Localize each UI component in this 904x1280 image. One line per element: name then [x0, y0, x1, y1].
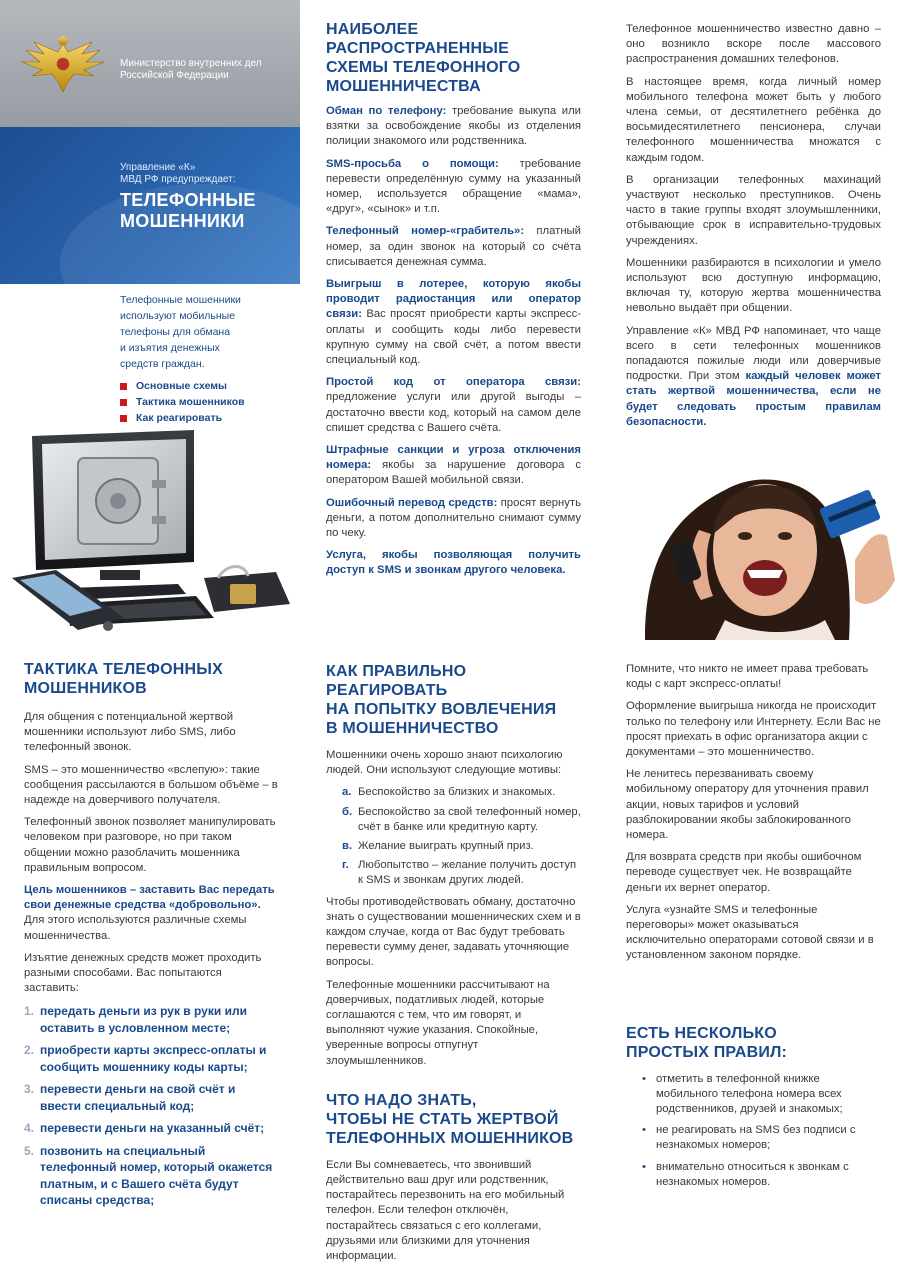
contents-item: Тактика мошенников: [120, 394, 245, 410]
paragraph: Изъятие денежных средств может проходить разными способами. Вас попытаются заставить:: [24, 951, 262, 995]
paragraph: Услуга «узнайте SMS и телефонные переговоры» может оказываться исключительно операторами сотовой связи и в установленном законом порядке.: [626, 903, 874, 962]
rules-list: [626, 1072, 881, 1190]
paragraph: Для возврата средств при якобы ошибочном переводе существует чек. Не возвращайте деньги их вернет оператор.: [626, 851, 862, 894]
schemes-section: [326, 20, 581, 586]
schemes-heading: НАИБОЛЕЕ РАСПРОСТРАНЕННЫЕ СХЕМЫ ТЕЛЕФОННОГО МОШЕННИЧЕСТВА: [326, 21, 521, 95]
paragraph: Телефонный звонок позволяет манипулировать человеком при разговоре, но при таком общении можно разоблачить мошенника правильным вопросом.: [24, 816, 276, 874]
intro-article: [626, 22, 881, 437]
advice-section: [626, 662, 881, 1196]
paragraph: Для общения с потенциальной жертвой мошенники используют либо SMS, либо телефонный звонок.: [24, 711, 236, 754]
list-item: 1. передать деньги из рук в руки или оставить в условленном месте;: [24, 1004, 247, 1035]
scheme-item: Простой код от оператора связи: предложение услуги или другой выгоды – достаточно ввести код, который на самом деле спишет средства с Вашего счёта.: [326, 376, 581, 434]
contents-item: Основные схемы: [120, 378, 245, 394]
tactics-section: [24, 660, 279, 1215]
coercion-list: [24, 1003, 279, 1209]
double-headed-eagle-emblem-icon: [14, 36, 112, 98]
list-item: 2. приобрести карты экспресс-оплаты и сообщить мошеннику коды карты;: [24, 1043, 267, 1074]
motives-list: [342, 785, 581, 888]
paragraph: В организации телефонных махинаций участвуют несколько преступников. Очень часто в такие группы входят злоумышленники, отбывающие срок в исправительно-трудовых учреждениях.: [626, 173, 881, 247]
department-caption: Управление «К» МВД РФ предупреждает:: [120, 162, 236, 185]
list-item: 5. позвонить на специальный телефонный номер, который окажется платным, и с Вашего счёта будут списаны средства;: [24, 1143, 273, 1208]
bullet-icon: •: [642, 1072, 646, 1085]
list-item: 4. перевести деньги на указанный счёт;: [24, 1121, 265, 1136]
ministry-name: Министерство внутренних дел Российской Федерации: [120, 58, 262, 81]
scheme-item: SMS-просьба о помощи: требование перевести определённую сумму на указанный номер, используется обращение «мама», «друг», «сынок» и т.п.: [326, 157, 581, 216]
paragraph: SMS – это мошенничество «вслепую»: такие сообщения рассылаются в большом объёме – в надежде на доверчивого получателя.: [24, 763, 278, 807]
react-section: [326, 662, 581, 1271]
bullet-icon: •: [642, 1160, 646, 1173]
scheme-item: Обман по телефону: требование выкупа или взятки за освобождение якобы из отделения полиции знакомого или родственника.: [326, 105, 581, 148]
woman-with-phone-photo: [605, 450, 904, 640]
list-item: в. Желание выиграть крупный приз.: [342, 840, 534, 853]
paragraph: Телефонные мошенники рассчитывают на доверчивых, податливых людей, которые соглашаются с тем, что им говорят, и выполняют чужие указания. Спокойные, уверенные вопросы отпугнут злоумышленников.: [326, 978, 550, 1067]
paragraph: Если Вы сомневаетесь, что звонивший действительно ваш друг или родственник, постарайтесь перезвонить на его мобильный телефон. Если телефон отключён, постарайтесь связаться с его коллегами, друзьями или близкими для уточнения информации.: [326, 1158, 565, 1263]
list-item: б. Беспокойство за свой телефонный номер, счёт в банке или кредитную карту.: [342, 805, 581, 833]
paragraph: Чтобы противодействовать обману, достаточно знать о существовании мошеннических схем и в каждом случае, когда от Вас будут требовать перевести сумму денег, задавать уточняющие вопросы.: [326, 895, 581, 969]
list-item: 3. перевести деньги на свой счёт и ввести специальный код;: [24, 1082, 236, 1113]
paragraph: Мошенники очень хорошо знают психологию людей. Они используют следующие мотивы:: [326, 749, 563, 777]
computer-safe-illustration: [8, 428, 300, 642]
paragraph: Мошенники разбираются в психологии и умело используют всю доступную информацию, включая ту, которую жертва мошенничества невольно выдаёт при общении.: [626, 256, 881, 315]
list-item: г. Любопытство – желание получить доступ к SMS и звонкам других людей.: [342, 859, 577, 887]
bullet-icon: •: [642, 1124, 646, 1137]
scheme-item: Выигрыш в лотерее, которую якобы проводит радиостанция или оператор связи: Вас просят приобрести карты экспресс-оплаты и сообщить коды либо перевести крупную сумму на свой счёт, а потом ввести специальный код.: [326, 278, 581, 367]
red-square-icon: [120, 383, 127, 390]
header-gray-band: [0, 0, 300, 127]
list-item: • не реагировать на SMS без подписи с незнакомых номеров;: [626, 1123, 881, 1153]
scheme-item: Телефонный номер-«грабитель»: платный номер, за один звонок на который со счёта списывается денежная сумма.: [326, 225, 581, 268]
list-item: • внимательно относиться к звонкам с незнакомых номеров.: [626, 1160, 881, 1190]
paragraph: Цель мошенников – заставить Вас передать свои денежные средства «добровольно». Для этого используются различные схемы мошенничества.: [24, 884, 275, 942]
react-heading: КАК ПРАВИЛЬНО РЕАГИРОВАТЬ НА ПОПЫТКУ ВОВЛЕЧЕНИЯ В МОШЕННИЧЕСТВО: [326, 663, 557, 737]
contents-item: Как реагировать: [120, 410, 245, 426]
paragraph: Не ленитесь перезванивать своему мобильному оператору для уточнения правил акции, новых тарифов и условий разблокировании якобы заблокированного номера.: [626, 768, 869, 842]
rules-heading: ЕСТЬ НЕСКОЛЬКО ПРОСТЫХ ПРАВИЛ:: [626, 1024, 788, 1061]
intro-text: Телефонные мошенники используют мобильные телефоны для обмана и изъятия денежных средств граждан.: [120, 294, 241, 370]
paragraph: Телефонное мошенничество известно давно – оно возникло вскоре после массового распространения домашних телефонов.: [626, 23, 881, 66]
scheme-item: Штрафные санкции и угроза отключения номера: якобы за нарушение договора с оператором Вашей мобильной связи.: [326, 444, 581, 487]
list-item: • отметить в телефонной книжке мобильного телефона номера всех родственников, друзей и знакомых;: [626, 1072, 881, 1118]
tactics-heading: ТАКТИКА ТЕЛЕФОННЫХ МОШЕННИКОВ: [24, 661, 224, 697]
paragraph: Помните, что никто не имеет права требовать коды с карт экспресс-оплаты!: [626, 663, 869, 691]
scheme-item: Ошибочный перевод средств: просят вернуть деньги, а потом дополнительно снимают сумму по чеку.: [326, 496, 581, 540]
paragraph: В настоящее время, когда личный номер мобильного телефона может быть у любого члена семьи, от десятилетнего ребёнка до восьмидесятилетнего пенсионера, случаи телефонного мошенничества множатся с каждым годом.: [626, 75, 881, 164]
scheme-item: Услуга, якобы позволяющая получить доступ к SMS и звонкам другого человека.: [326, 549, 581, 577]
paragraph: Управление «К» МВД РФ напоминает, что чаще всего в сети телефонных мошенников попадаются пожилые люди или доверчивые подростки. При этом каждый человек может стать жертвой мошенничества, если не будет следовать простым правилам безопасности.: [626, 324, 881, 428]
paragraph: Оформление выигрыша никогда не происходит только по телефону или Интернету. Если Вас не просят приехать в офис организатора акции с документами – это мошенничество.: [626, 700, 881, 759]
page-title: ТЕЛЕФОННЫЕ МОШЕННИКИ: [120, 190, 256, 231]
red-square-icon: [120, 399, 127, 406]
list-item: а. Беспокойство за близких и знакомых.: [342, 786, 556, 799]
know-heading: ЧТО НАДО ЗНАТЬ, ЧТОБЫ НЕ СТАТЬ ЖЕРТВОЙ ТЕЛЕФОННЫХ МОШЕННИКОВ: [326, 1091, 574, 1147]
red-square-icon: [120, 415, 127, 422]
contents-list: [120, 378, 245, 426]
